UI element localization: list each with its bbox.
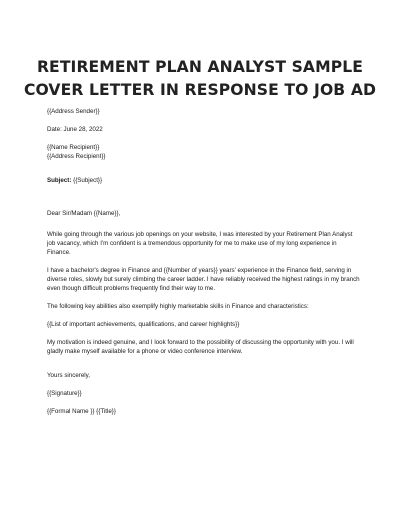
formal-name-title: {{Formal Name }} {{Title}} <box>47 408 116 415</box>
title-line-2: COVER LETTER IN RESPONSE TO JOB AD <box>23 81 377 99</box>
name-recipient: {{Name Recipient}} <box>47 144 100 151</box>
letter-date: Date: June 28, 2022 <box>47 126 103 133</box>
subject-value: {{Subject}} <box>71 177 103 184</box>
paragraph-intro: While going through the various job openings on your website, I was interested by your Retirement Plan Analyst job vacancy, which I'm confident is a tremendous opportunity for me to make use of my long experience in Finance. <box>47 231 353 256</box>
letter-body <box>47 107 362 416</box>
paragraph-abilities: The following key abilities also exemplify highly marketable skills in Finance and characteristics: <box>47 303 309 310</box>
title-line-1: RETIREMENT PLAN ANALYST SAMPLE <box>36 58 364 76</box>
paragraph-experience: I have a bachelor's degree in Finance and {{Number of years}} years' experience in the Finance field, serving in diverse roles, slowly but surely climbing the career ladder. I have reliably received the highest ratings in my branch even though difficult problems frequently find their way to me. <box>47 267 360 292</box>
paragraph-motivation: My motivation is indeed genuine, and I look forward to the possibility of discussing the opportunity with you. I will gladly make myself available for a phone or video conference interview. <box>47 339 354 355</box>
salutation: Dear Sir/Madam {{Name}}, <box>47 210 121 217</box>
document-title <box>20 56 380 102</box>
paragraph-achievements: {{List of important achievements, qualifications, and career highlights}} <box>47 321 240 328</box>
closing: Yours sincerely, <box>47 372 90 379</box>
signature: {{Signature}} <box>47 390 82 397</box>
address-recipient: {{Address Recipient}} <box>47 153 106 160</box>
subject-line <box>47 176 362 185</box>
subject-label: Subject: <box>47 177 72 184</box>
address-sender: {{Address Sender}} <box>47 108 100 115</box>
